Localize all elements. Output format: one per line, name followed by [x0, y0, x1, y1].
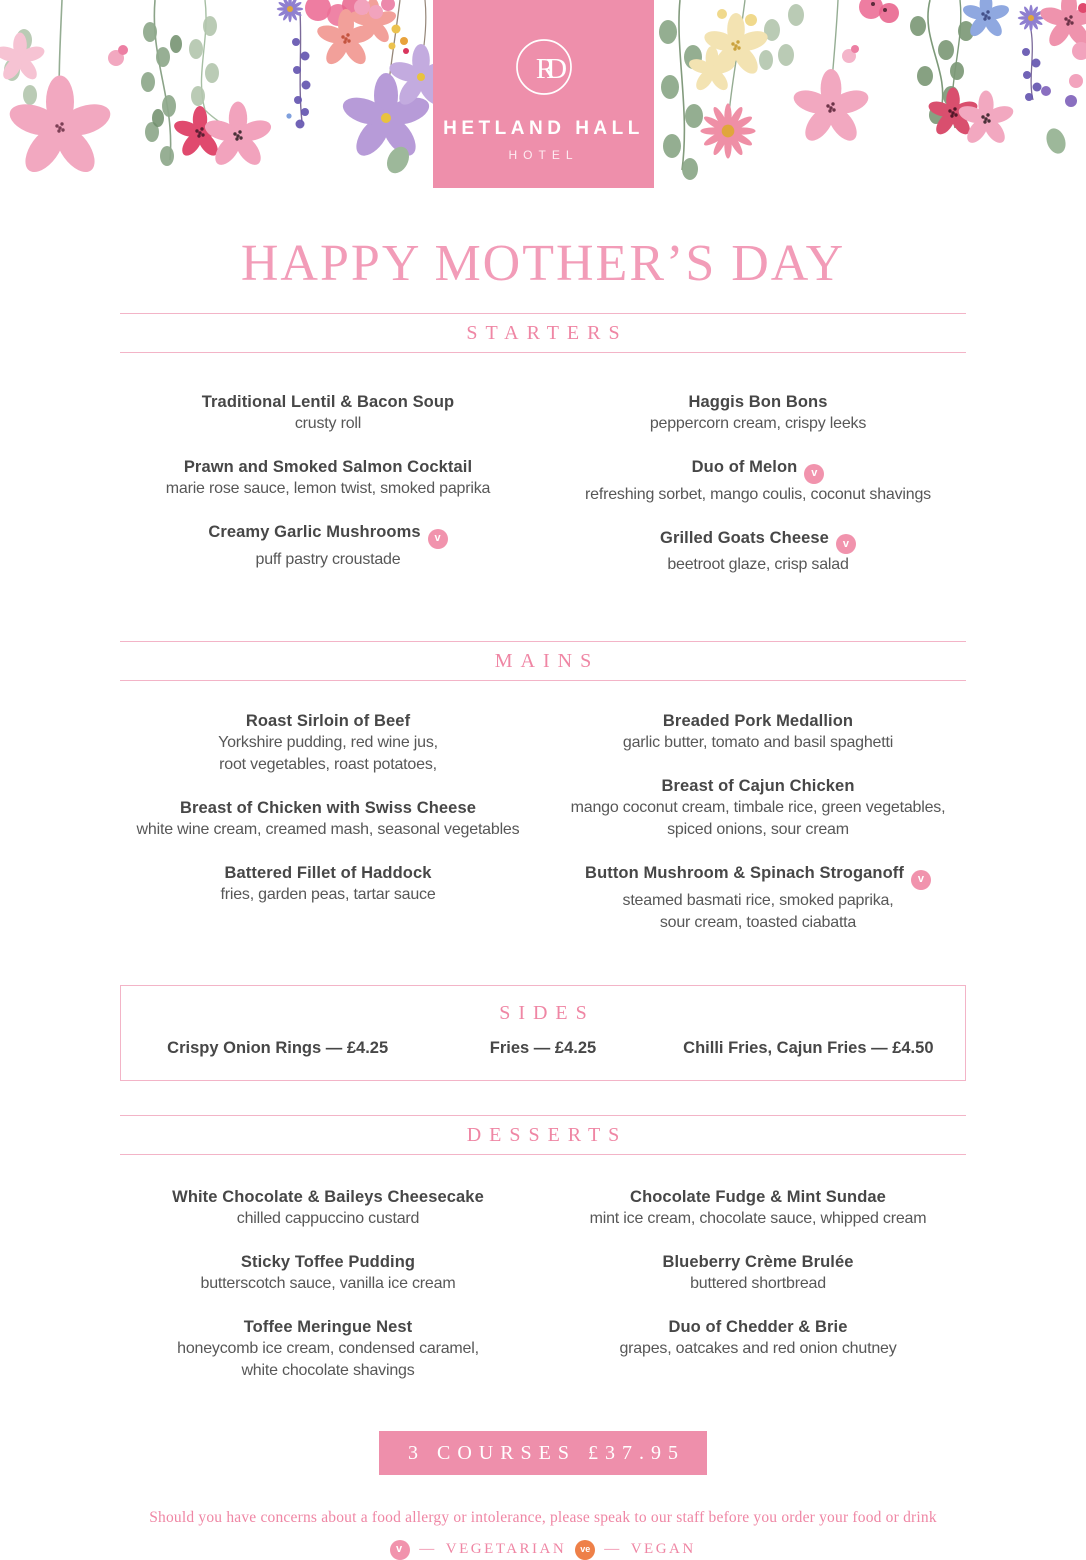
- mains-left-column: [120, 710, 536, 955]
- menu-item: [120, 710, 536, 776]
- side-item: Crispy Onion Rings — £4.25: [167, 1038, 389, 1057]
- page-title: HAPPY MOTHER’S DAY: [240, 235, 846, 292]
- allergy-note: Should you have concerns about a food allergy or intolerance, please speak to our staff before you order your food or drink: [149, 1508, 937, 1526]
- starters-columns: [120, 391, 966, 597]
- brand-name: HETLAND HALL: [443, 118, 644, 139]
- item-description: sour cream, toasted ciabatta: [659, 913, 857, 931]
- item-description: steamed basmati rice, smoked paprika,: [622, 891, 894, 909]
- item-name: Duo of Chedder & Brie: [668, 1317, 848, 1336]
- menu-item: [550, 527, 966, 577]
- menu-item: [120, 862, 536, 906]
- menu-header: [0, 0, 1086, 212]
- item-description: honeycomb ice cream, condensed caramel,: [177, 1339, 479, 1357]
- menu-item: [120, 521, 536, 571]
- logo-monogram-icon: [513, 36, 575, 98]
- vegetarian-badge-icon: v: [804, 464, 824, 484]
- item-description: refreshing sorbet, mango coulis, coconut shavings: [585, 485, 931, 503]
- item-name: White Chocolate & Baileys Cheesecake: [172, 1187, 484, 1206]
- starters-right-column: [550, 391, 966, 597]
- item-name: Chocolate Fudge & Mint Sundae: [630, 1187, 886, 1206]
- menu-content: [120, 313, 966, 1560]
- menu-item: [120, 1251, 536, 1295]
- mains-columns: [120, 710, 966, 955]
- item-description: crusty roll: [294, 415, 362, 432]
- desserts-right-column: [550, 1186, 966, 1403]
- section-label: MAINS: [494, 650, 600, 672]
- item-name: Blueberry Crème Brulée: [662, 1252, 854, 1271]
- mains-right-column: [550, 710, 966, 955]
- item-description: mango coconut cream, timbale rice, green vegetables,: [570, 799, 946, 816]
- item-name: Traditional Lentil & Bacon Soup: [201, 393, 455, 411]
- item-description: peppercorn cream, crispy leeks: [649, 415, 867, 432]
- brand-subtitle: HOTEL: [508, 148, 579, 162]
- vegetarian-badge-icon: v: [911, 870, 931, 890]
- item-name: Duo of Melon v: [550, 456, 966, 484]
- item-description: beetroot glaze, crisp salad: [667, 556, 849, 573]
- item-name: Grilled Goats Cheese v: [550, 527, 966, 555]
- item-description: puff pastry croustade: [255, 550, 401, 568]
- item-description: grapes, oatcakes and red onion chutney: [619, 1339, 897, 1357]
- menu-item: [120, 797, 536, 841]
- menu-item: [120, 1186, 536, 1230]
- menu-item: [550, 456, 966, 506]
- menu-item: [550, 1251, 966, 1295]
- item-description: mint ice cream, chocolate sauce, whipped cream: [589, 1209, 927, 1227]
- item-description: butterscotch sauce, vanilla ice cream: [200, 1274, 456, 1292]
- desserts-columns: [120, 1186, 966, 1403]
- section-label: DESSERTS: [466, 1123, 628, 1146]
- vegetarian-badge-icon: v: [428, 529, 448, 549]
- side-item: Fries — £4.25: [489, 1038, 597, 1057]
- logo-box: [433, 0, 654, 188]
- item-name: Roast Sirloin of Beef: [245, 712, 411, 730]
- item-description: white chocolate shavings: [241, 1361, 415, 1379]
- item-name: Prawn and Smoked Salmon Cocktail: [183, 458, 473, 476]
- vegetarian-badge-icon: v: [836, 534, 856, 554]
- menu-item: [550, 775, 966, 841]
- section-band-desserts: [120, 1115, 966, 1155]
- item-name: Haggis Bon Bons: [688, 393, 828, 411]
- menu-item: [120, 391, 536, 435]
- item-description: fries, garden peas, tartar sauce: [220, 886, 436, 903]
- item-description: white wine cream, creamed mash, seasonal vegetables: [136, 821, 520, 838]
- menu-item: [120, 456, 536, 500]
- item-name: Battered Fillet of Haddock: [224, 864, 432, 882]
- menu-item: [550, 1186, 966, 1230]
- item-description: marie rose sauce, lemon twist, smoked paprika: [165, 480, 491, 497]
- item-name: Creamy Garlic Mushrooms v: [120, 521, 536, 549]
- item-description: chilled cappuccino custard: [236, 1209, 420, 1227]
- item-description: garlic butter, tomato and basil spaghetti: [622, 734, 894, 751]
- diet-legend: [120, 1540, 966, 1560]
- legend-label-vegan: VEGAN: [630, 1541, 696, 1557]
- item-name: Breast of Chicken with Swiss Cheese: [179, 799, 476, 817]
- item-name: Breaded Pork Medallion: [662, 712, 854, 730]
- sides-box: [120, 985, 966, 1081]
- section-label: STARTERS: [466, 322, 628, 344]
- legend-dash: —: [419, 1541, 437, 1557]
- item-name: Breast of Cajun Chicken: [661, 777, 855, 795]
- desserts-left-column: [120, 1186, 536, 1403]
- menu-item: [120, 1316, 536, 1382]
- menu-item: [550, 862, 966, 934]
- item-name: Sticky Toffee Pudding: [240, 1252, 416, 1271]
- item-name: Button Mushroom & Spinach Stroganoff v: [550, 862, 966, 890]
- item-name: Toffee Meringue Nest: [243, 1317, 413, 1336]
- item-description: buttered shortbread: [690, 1274, 826, 1292]
- offer-banner: 3 COURSES £37.95: [379, 1431, 707, 1475]
- menu-item: [550, 710, 966, 754]
- menu-item: [550, 1316, 966, 1360]
- legend-dash: —: [604, 1541, 622, 1557]
- section-band-mains: [120, 641, 966, 681]
- item-description: Yorkshire pudding, red wine jus,: [218, 734, 438, 751]
- item-description: root vegetables, roast potatoes,: [219, 756, 437, 773]
- menu-item: [550, 391, 966, 435]
- vegetarian-badge-icon: v: [390, 1540, 410, 1560]
- sides-title: SIDES: [499, 1001, 595, 1024]
- vegan-badge-icon: ve: [575, 1540, 595, 1560]
- item-description: spiced onions, sour cream: [667, 821, 849, 838]
- starters-left-column: [120, 391, 536, 597]
- side-item: Chilli Fries, Cajun Fries — £4.50: [683, 1038, 934, 1057]
- section-band-starters: [120, 313, 966, 353]
- sides-row: [145, 1039, 941, 1058]
- legend-label-vegetarian: VEGETARIAN: [445, 1541, 567, 1557]
- svg-text:RD: RD: [535, 53, 558, 85]
